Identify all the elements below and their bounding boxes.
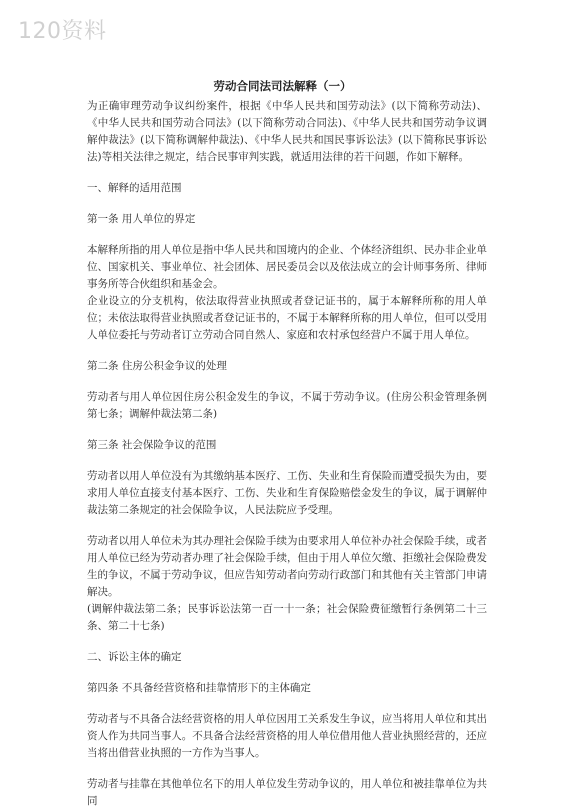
- article-3-paragraph-1: 劳动者以用人单位没有为其缴纳基本医疗、工伤、失业和生育保险而遭受损失为由，要求用人单位直接支付基本医疗、工伤、失业和生育保险赔偿金发生的争议，属于调解仲裁法第二条规定的社会保险争议，人民法院应予受理。: [87, 470, 487, 516]
- article-1-heading: 第一条 用人单位的界定: [87, 213, 196, 225]
- document-body: [87, 98, 487, 810]
- section-heading-2: 二、诉讼主体的确定: [87, 651, 182, 663]
- article-2-heading: 第二条 住房公积金争议的处理: [87, 360, 227, 372]
- article-2-paragraph-1: 劳动者与用人单位因住房公积金发生的争议，不属于劳动争议。(住房公积金管理条例第七条；调解仲裁法第二条): [87, 391, 487, 420]
- article-4-heading: 第四条 不具备经营资格和挂靠情形下的主体确定: [87, 682, 311, 694]
- article-3-heading: 第三条 社会保险争议的范围: [87, 439, 217, 451]
- article-1-paragraph-2: 企业设立的分支机构，依法取得营业执照或者登记证书的，属于本解释所称的用人单位；未依法取得营业执照或者登记证书的，不属于本解释所称的用人单位，但可以受用人单位委托与劳动者订立劳动合同自然人、家庭和农村承包经营户不属于用人单位。: [87, 295, 487, 341]
- article-1-paragraph-1: 本解释所指的用人单位是指中华人民共和国境内的企业、个体经济组织、民办非企业单位、国家机关、事业单位、社会团体、居民委员会以及依法成立的会计师事务所、律师事务所等合伙组织和基金会。: [87, 244, 487, 290]
- document-title: 劳动合同法司法解释（一）: [213, 79, 352, 93]
- article-3-paragraph-3: (调解仲裁法第二条；民事诉讼法第一百一十一条；社会保险费征缴暂行条例第二十三条、第二十七条): [87, 603, 487, 632]
- article-3-paragraph-2: 劳动者以用人单位未为其办理社会保险手续为由要求用人单位补办社会保险手续，或者用人单位已经为劳动者办理了社会保险手续，但由于用人单位欠缴、拒缴社会保险费发生的争议，不属于劳动争议，但应告知劳动者向劳动行政部门和其他有关主管部门申请解决。: [87, 535, 487, 598]
- section-heading-1: 一、解释的适用范围: [87, 182, 182, 194]
- intro-paragraph: 为正确审理劳动争议纠纷案件，根据《中华人民共和国劳动法》(以下简称劳动法)、《中华人民共和国劳动合同法》(以下简称劳动合同法)、《中华人民共和国劳动争议调解仲裁法》(以下简称调解仲裁法)、《中华人民共和国民事诉讼法》(以下简称民事诉讼法)等相关法律之规定，结合民事审判实践，就适用法律的若干问题，作如下解释。: [87, 100, 487, 163]
- article-4-paragraph-2: 劳动者与挂靠在其他单位名下的用人单位发生劳动争议的，用人单位和被挂靠单位为共同: [87, 778, 487, 807]
- article-4-paragraph-1: 劳动者与不具备合法经营资格的用人单位因用工关系发生争议，应当将用人单位和其出资人作为共同当事人。不具备合法经营资格的用人单位借用他人营业执照经营的，还应当将出借营业执照的一方作为当事人。: [87, 713, 487, 759]
- watermark-logo: 120资料: [18, 19, 107, 44]
